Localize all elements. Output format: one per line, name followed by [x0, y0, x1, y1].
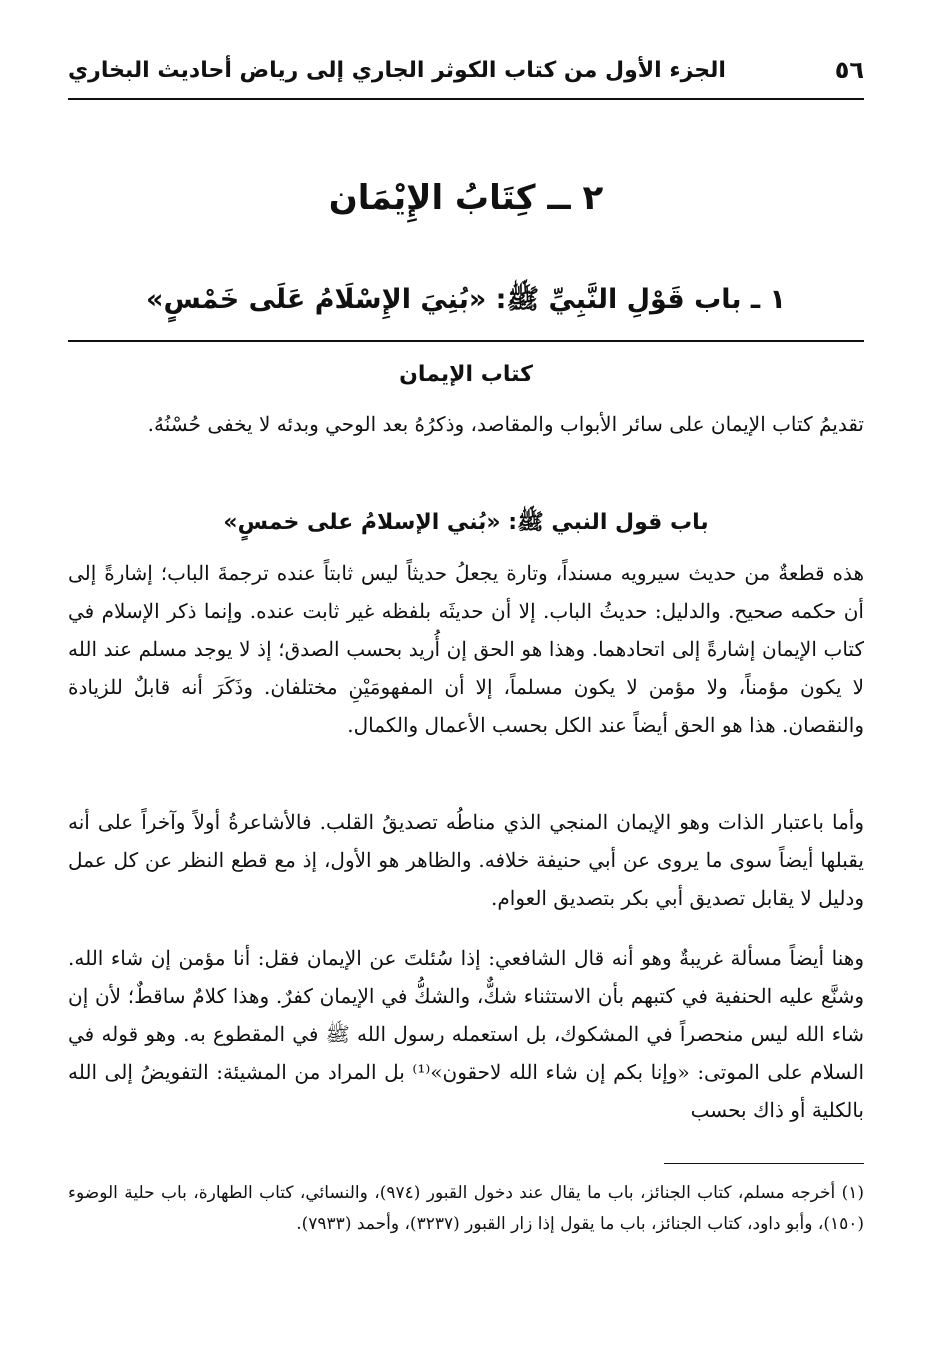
running-title: الجزء الأول من كتاب الكوثر الجاري إلى رياض أحاديث البخاري [68, 58, 726, 83]
body-paragraph-1: هذه قطعةٌ من حديث سيرويه مسنداً، وتارة يجعلُ حديثاً ليس ثابتاً عنده ترجمةَ الباب؛ إشارةً إلى أن حكمه صحيح. والدليل: حديثُ الباب. إلا أن حديثَه بلفظه غير ثابت عنده. وإنما ذكر الإسلام في كتاب الإيمان إشارةً إلى اتحادهما. وهذا هو الحق إن أُريد بحسب الصدق؛ إذ لا يوجد مسلم عند الله لا يكون مؤمناً، ولا مؤمن لا يكون مسلماً، إلا أن المفهومَيْنِ مختلفان. وذَكَرَ أنه قابلٌ للزيادة والنقصان. هذا هو الحق أيضاً عند الكل بحسب الأعمال والكمال. [68, 561, 864, 737]
body-paragraph-3: وهنا أيضاً مسألة غريبةٌ وهو أنه قال الشافعي: إذا سُئلتَ عن الإيمان فقل: أنا مؤمن إن شاء الله. وشنَّع عليه الحنفية في كتبهم بأن الاستثناء شكٌّ، والشكُّ في الإيمان كفرٌ. وهذا كلامٌ ساقطٌ؛ لأن إن شاء الله ليس منحصراً في المشكوك، بل استعمله رسول الله ﷺ في المقطوع به. وهو قوله في السلام على الموتى: «وإنا بكم إن شاء الله لاحقون»⁽¹⁾ بل المراد من المشيئة: التفويضُ إلى الله بالكلية أو ذاك بحسب [68, 946, 864, 1122]
heading-divider [68, 340, 864, 342]
page-number: ٥٦ [834, 56, 864, 84]
section-title: كتاب الإيمان [399, 362, 533, 387]
body-paragraph-2: وأما باعتبار الذات وهو الإيمان المنجي الذي مناطُه تصديقُ القلب. فالأشاعرةُ أولاً وآخراً على أنه يقبلها أيضاً سوى ما يروى عن أبي حنيفة خلافه. والظاهر هو الأول، إذ مع قطع النظر عن كل عمل ودليل لا يقابل تصديق أبي بكر بتصديق العوام. [68, 810, 864, 910]
running-header [68, 52, 864, 100]
footnote-divider [664, 1163, 864, 1164]
footnote: (١) أخرجه مسلم، كتاب الجنائز، باب ما يقال عند دخول القبور (٩٧٤)، والنسائي، كتاب الطهارة، باب حلية الوضوء (١٥٠)، وأبو داود، كتاب الجنائز، باب ما يقول إذا زار القبور (٣٢٣٧)، وأحمد (٧٩٣٣). [68, 1183, 864, 1234]
chapter-title: ٢ ــ كِتَابُ الإِيْمَان [328, 178, 604, 218]
book-page [68, 0, 864, 1362]
intro-paragraph: تقديمُ كتاب الإيمان على سائر الأبواب والمقاصد، وذكرُهُ بعد الوحي وبدئه لا يخفى حُسْنُهُ. [147, 412, 864, 436]
sub-heading: باب قول النبي ﷺ: «بُني الإسلامُ على خمسٍ» [223, 510, 709, 535]
bab-heading: ١ ـ باب قَوْلِ النَّبِيِّ ﷺ: «بُنِيَ الإِسْلَامُ عَلَى خَمْسٍ» [146, 284, 786, 315]
